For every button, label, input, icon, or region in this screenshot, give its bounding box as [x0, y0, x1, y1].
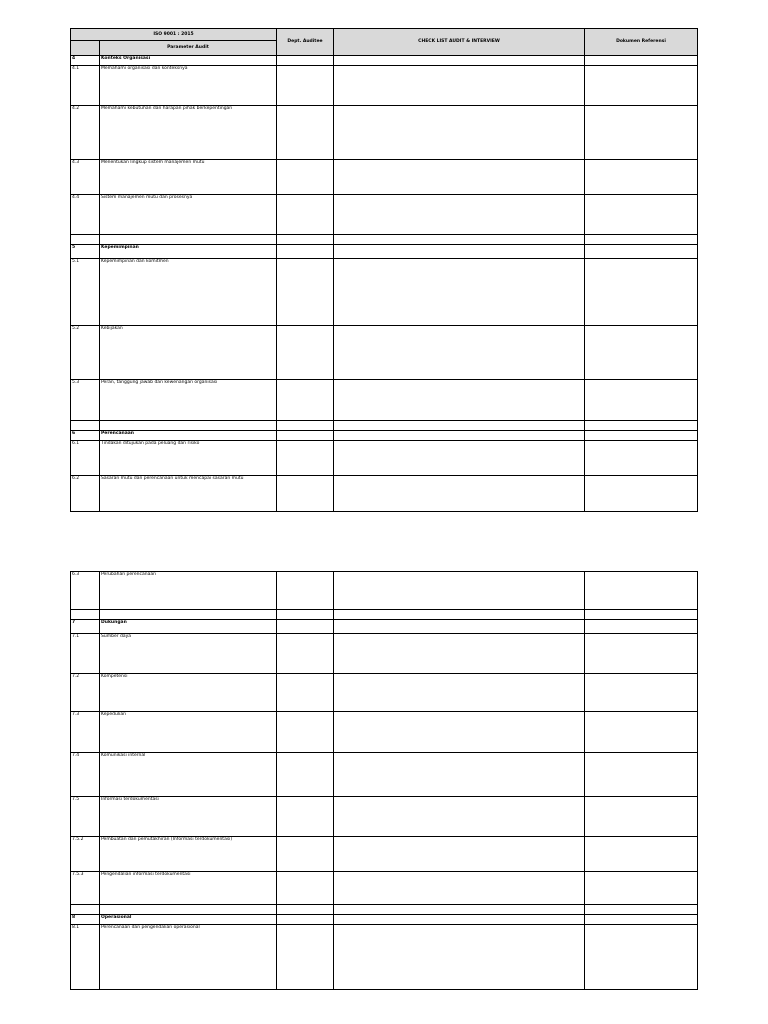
clause-title: Sumber daya [100, 634, 277, 674]
clause-number: 6.2 [71, 476, 100, 512]
checklist-cell[interactable] [334, 837, 585, 872]
clause-title: Perencanaan [100, 431, 277, 441]
doc-ref-cell[interactable] [585, 572, 698, 610]
checklist-cell[interactable] [334, 431, 585, 441]
checklist-cell[interactable] [334, 106, 585, 160]
checklist-cell[interactable] [334, 634, 585, 674]
checklist-cell[interactable] [334, 66, 585, 106]
clause-row [71, 106, 698, 160]
checklist-cell[interactable] [334, 712, 585, 753]
doc-ref-cell[interactable] [585, 872, 698, 905]
dept-auditee-cell[interactable] [277, 837, 334, 872]
doc-ref-cell[interactable] [585, 259, 698, 326]
clause-number [71, 610, 100, 620]
checklist-cell[interactable] [334, 610, 585, 620]
clause-number: 8.1 [71, 925, 100, 990]
clause-title [100, 421, 277, 431]
doc-ref-cell[interactable] [585, 674, 698, 712]
doc-ref-cell[interactable] [585, 476, 698, 512]
dept-auditee-cell[interactable] [277, 674, 334, 712]
clause-row [71, 925, 698, 990]
checklist-cell[interactable] [334, 421, 585, 431]
doc-ref-cell[interactable] [585, 235, 698, 245]
clause-row [71, 753, 698, 797]
dept-auditee-cell[interactable] [277, 797, 334, 837]
checklist-cell[interactable] [334, 872, 585, 905]
clause-number [71, 905, 100, 915]
doc-ref-cell[interactable] [585, 66, 698, 106]
dept-auditee-cell[interactable] [277, 441, 334, 476]
clause-title: Kepemimpinan [100, 245, 277, 259]
dept-auditee-cell[interactable] [277, 56, 334, 66]
dept-auditee-cell[interactable] [277, 431, 334, 441]
section-row [71, 915, 698, 925]
clause-number: 8 [71, 915, 100, 925]
clause-row [71, 66, 698, 106]
doc-ref-cell[interactable] [585, 106, 698, 160]
clause-title: Memahami kebutuhan dan harapan pihak berkepentingan [100, 106, 277, 160]
clause-number: 4 [71, 56, 100, 66]
clause-number: 6 [71, 431, 100, 441]
clause-title: Memahami organisasi dan konteksnya [100, 66, 277, 106]
doc-ref-cell[interactable] [585, 925, 698, 990]
clause-row [71, 326, 698, 380]
dept-auditee-cell[interactable] [277, 712, 334, 753]
dept-auditee-cell[interactable] [277, 66, 334, 106]
clause-title: Dukungan [100, 620, 277, 634]
clause-title: Kepedulian [100, 712, 277, 753]
clause-number [71, 235, 100, 245]
clause-number: 7.5 [71, 797, 100, 837]
doc-ref-cell[interactable] [585, 160, 698, 195]
clause-number: 7 [71, 620, 100, 634]
clause-title [100, 905, 277, 915]
checklist-cell[interactable] [334, 925, 585, 990]
clause-number: 7.4 [71, 753, 100, 797]
dept-auditee-cell[interactable] [277, 326, 334, 380]
doc-ref-cell[interactable] [585, 753, 698, 797]
doc-ref-cell[interactable] [585, 797, 698, 837]
checklist-cell[interactable] [334, 797, 585, 837]
clause-row [71, 712, 698, 753]
checklist-cell[interactable] [334, 259, 585, 326]
doc-ref-cell[interactable] [585, 326, 698, 380]
doc-ref-cell[interactable] [585, 915, 698, 925]
clause-title: Menentukan lingkup sistem manajemen mutu [100, 160, 277, 195]
spacer-row [71, 421, 698, 431]
doc-ref-cell[interactable] [585, 610, 698, 620]
clause-title: Sistem manajemen mutu dan prosesnya [100, 195, 277, 235]
clause-title: Kompetensi [100, 674, 277, 712]
clause-number: 7.1 [71, 634, 100, 674]
checklist-cell[interactable] [334, 905, 585, 915]
checklist-cell[interactable] [334, 572, 585, 610]
clause-row [71, 837, 698, 872]
clause-title [100, 235, 277, 245]
section-row [71, 620, 698, 634]
clause-number: 4.4 [71, 195, 100, 235]
doc-ref-cell[interactable] [585, 712, 698, 753]
checklist-cell[interactable] [334, 380, 585, 421]
dept-auditee-cell[interactable] [277, 245, 334, 259]
checklist-cell[interactable] [334, 160, 585, 195]
clause-title: Kebijakan [100, 326, 277, 380]
clause-number: 4.1 [71, 66, 100, 106]
dept-auditee-cell[interactable] [277, 620, 334, 634]
checklist-cell[interactable] [334, 753, 585, 797]
doc-ref-cell[interactable] [585, 380, 698, 421]
clause-number: 6.1 [71, 441, 100, 476]
parameter-header: Parameter Audit [100, 41, 277, 56]
clause-row [71, 195, 698, 235]
clause-number: 6.3 [71, 572, 100, 610]
doc-ref-cell[interactable] [585, 837, 698, 872]
clause-title: Sasaran mutu dan perencanaan untuk mencapai sasaran mutu [100, 476, 277, 512]
clause-number: 7.5.3 [71, 872, 100, 905]
clause-number: 7.2 [71, 674, 100, 712]
standard-header: ISO 9001 : 2015 [71, 29, 277, 41]
dept-auditee-cell[interactable] [277, 106, 334, 160]
clause-number [71, 421, 100, 431]
dept-auditee-cell[interactable] [277, 572, 334, 610]
clause-row [71, 476, 698, 512]
clause-row [71, 634, 698, 674]
clause-row [71, 441, 698, 476]
clause-number: 5 [71, 245, 100, 259]
spacer-row [71, 235, 698, 245]
dept-auditee-cell[interactable] [277, 872, 334, 905]
clause-title: Pengendalian informasi terdokumentasi [100, 872, 277, 905]
section-row [71, 245, 698, 259]
clause-title: Peran, tanggung jawab dan kewenangan organisasi [100, 380, 277, 421]
checklist-cell[interactable] [334, 441, 585, 476]
clause-title: Informasi terdokumentasi [100, 797, 277, 837]
dept-auditee-cell[interactable] [277, 235, 334, 245]
spacer-row [71, 905, 698, 915]
audit-table-page-2 [70, 571, 698, 990]
dept-auditee-cell[interactable] [277, 915, 334, 925]
clause-title: Kepemimpinan dan komitmen [100, 259, 277, 326]
clause-number: 5.2 [71, 326, 100, 380]
clause-title: Operasional [100, 915, 277, 925]
section-row [71, 431, 698, 441]
checklist-cell[interactable] [334, 235, 585, 245]
checklist-cell[interactable] [334, 620, 585, 634]
clause-number: 4.2 [71, 106, 100, 160]
checklist-cell[interactable] [334, 915, 585, 925]
clause-row [71, 797, 698, 837]
checklist-cell[interactable] [334, 245, 585, 259]
clause-title: Pembuatan dan pemutakhiran (Informasi terdokumentasi) [100, 837, 277, 872]
dept-auditee-cell[interactable] [277, 610, 334, 620]
doc-ref-cell[interactable] [585, 421, 698, 431]
checklist-cell[interactable] [334, 195, 585, 235]
checklist-cell[interactable] [334, 476, 585, 512]
clause-title [100, 610, 277, 620]
clause-title: Perencanaan dan pengendalian operasional [100, 925, 277, 990]
checklist-cell[interactable] [334, 674, 585, 712]
checklist-cell[interactable] [334, 326, 585, 380]
clause-row [71, 380, 698, 421]
num-header-blank [71, 41, 100, 56]
doc-ref-cell[interactable] [585, 56, 698, 66]
clause-row [71, 259, 698, 326]
doc-ref-cell[interactable] [585, 431, 698, 441]
clause-row [71, 674, 698, 712]
dept-auditee-cell[interactable] [277, 634, 334, 674]
clause-number: 7.3 [71, 712, 100, 753]
clause-row [71, 160, 698, 195]
clause-title: Tindakan ditujukan pada peluang dan risiko [100, 441, 277, 476]
clause-row [71, 872, 698, 905]
dept-auditee-cell[interactable] [277, 195, 334, 235]
checklist-header: CHECK LIST AUDIT & INTERVIEW [334, 29, 585, 56]
doc-ref-cell[interactable] [585, 634, 698, 674]
doc-ref-cell[interactable] [585, 245, 698, 259]
clause-number: 5.1 [71, 259, 100, 326]
clause-number: 7.5.2 [71, 837, 100, 872]
dept-auditee-cell[interactable] [277, 476, 334, 512]
section-row [71, 56, 698, 66]
clause-number: 5.3 [71, 380, 100, 421]
dept-auditee-cell[interactable] [277, 753, 334, 797]
doc-ref-cell[interactable] [585, 620, 698, 634]
clause-title: Konteks Organisasi [100, 56, 277, 66]
clause-title: Komunikasi internal [100, 753, 277, 797]
clause-row [71, 572, 698, 610]
dept-auditee-cell[interactable] [277, 421, 334, 431]
doc-ref-cell[interactable] [585, 905, 698, 915]
doc-header: Dokumen Referensi [585, 29, 698, 56]
audit-table-page-1 [70, 28, 698, 512]
clause-title: Perubahan perencanaan [100, 572, 277, 610]
doc-ref-cell[interactable] [585, 195, 698, 235]
clause-number: 4.3 [71, 160, 100, 195]
doc-ref-cell[interactable] [585, 441, 698, 476]
dept-auditee-cell[interactable] [277, 925, 334, 990]
dept-auditee-cell[interactable] [277, 905, 334, 915]
dept-auditee-cell[interactable] [277, 160, 334, 195]
dept-header: Dept. Auditee [277, 29, 334, 56]
checklist-cell[interactable] [334, 56, 585, 66]
dept-auditee-cell[interactable] [277, 259, 334, 326]
dept-auditee-cell[interactable] [277, 380, 334, 421]
spacer-row [71, 610, 698, 620]
